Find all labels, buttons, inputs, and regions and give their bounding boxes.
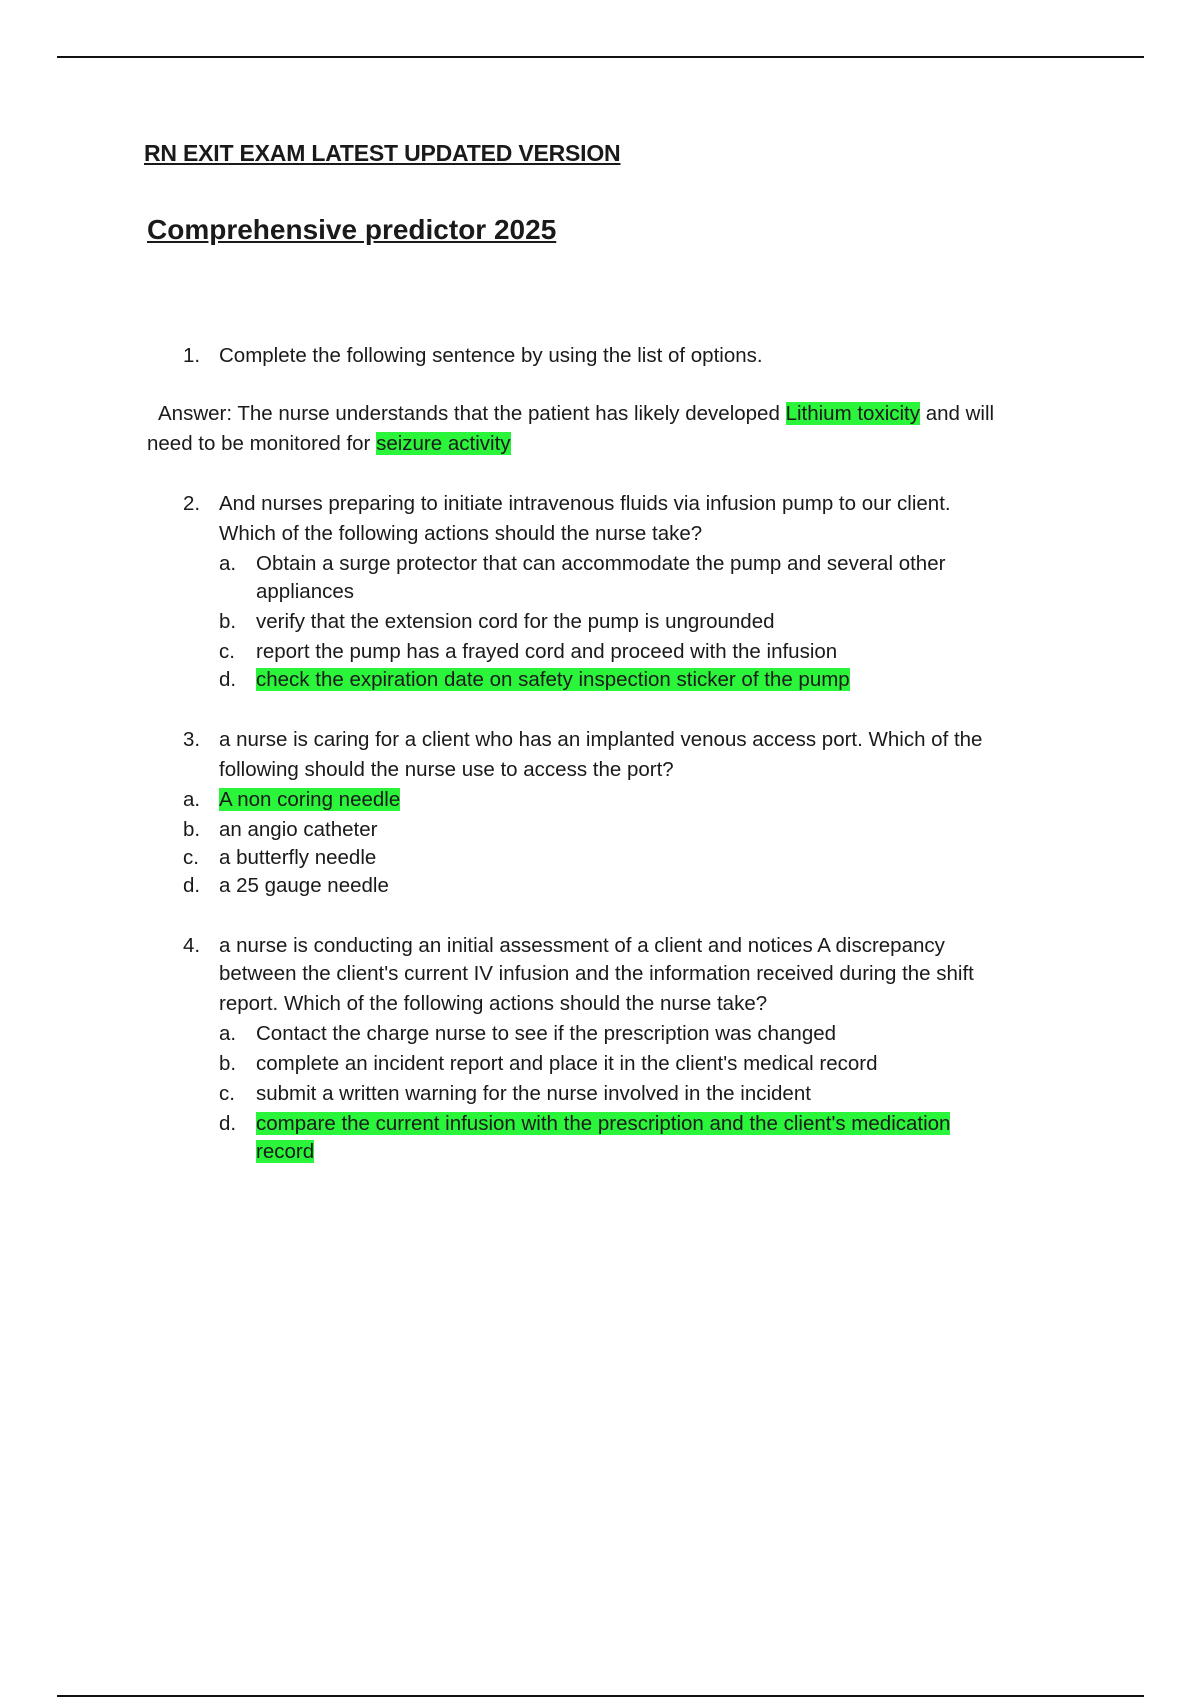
question-1-answer-line1: Answer: The nurse understands that the patient has likely developed Lithium toxicity and will <box>158 402 995 425</box>
question-1-answer-line2: need to be monitored for seizure activity <box>147 432 511 455</box>
question-3-option-c: a butterfly needle <box>219 846 377 869</box>
option-letter: d. <box>219 668 237 691</box>
option-letter: b. <box>183 818 201 841</box>
option-letter: d. <box>183 874 201 897</box>
question-3-option-b: an angio catheter <box>219 818 378 841</box>
question-2-option-a-line2: appliances <box>256 580 355 603</box>
question-4-text-line3: report. Which of the following actions should the nurse take? <box>219 992 768 1015</box>
question-2-text-line1: And nurses preparing to initiate intravenous fluids via infusion pump to our client. <box>219 492 951 515</box>
question-4-text-line2: between the client's current IV infusion and the information received during the shift <box>219 962 974 985</box>
question-4-text-line1: a nurse is conducting an initial assessment of a client and notices A discrepancy <box>219 934 945 957</box>
correct-answer-highlight: A non coring needle <box>219 788 401 811</box>
bottom-rule <box>57 1695 1144 1697</box>
option-letter: a. <box>183 788 201 811</box>
question-4-option-d-line2 <box>256 1138 314 1166</box>
question-2-option-a-line1: Obtain a surge protector that can accommodate the pump and several other <box>256 552 946 575</box>
question-4-option-b: complete an incident report and place it in the client's medical record <box>256 1052 878 1075</box>
option-letter: b. <box>219 610 237 633</box>
correct-answer-highlight: check the expiration date on safety inspection sticker of the pump <box>256 668 850 691</box>
question-4-number: 4. <box>183 934 201 957</box>
question-3-text-line2: following should the nurse use to access the port? <box>219 758 674 781</box>
option-letter: c. <box>183 846 199 869</box>
answer-highlight-2: seizure activity <box>376 432 511 455</box>
question-4-option-c: submit a written warning for the nurse involved in the incident <box>256 1082 811 1105</box>
question-3-number: 3. <box>183 728 201 751</box>
question-4-option-a: Contact the charge nurse to see if the prescription was changed <box>256 1022 837 1045</box>
document-title: RN EXIT EXAM LATEST UPDATED VERSION <box>144 140 621 166</box>
question-3-text-line1: a nurse is caring for a client who has an implanted venous access port. Which of the <box>219 728 983 751</box>
correct-answer-highlight: compare the current infusion with the prescription and the client's medication <box>256 1112 951 1135</box>
option-letter: c. <box>219 1082 235 1105</box>
document-subtitle: Comprehensive predictor 2025 <box>147 214 557 245</box>
question-1-text: Complete the following sentence by using the list of options. <box>219 344 763 367</box>
option-letter: a. <box>219 1022 237 1045</box>
option-letter: a. <box>219 552 237 575</box>
question-1-number: 1. <box>183 344 201 367</box>
question-2-option-d <box>256 666 850 694</box>
question-2-number: 2. <box>183 492 201 515</box>
answer-highlight-1: Lithium toxicity <box>785 402 920 425</box>
option-letter: c. <box>219 640 235 663</box>
question-2-text-line2: Which of the following actions should the nurse take? <box>219 522 703 545</box>
question-4-option-d-line1 <box>256 1110 950 1138</box>
question-3-option-a <box>219 786 400 814</box>
question-2-option-c: report the pump has a frayed cord and proceed with the infusion <box>256 640 838 663</box>
correct-answer-highlight: record <box>256 1140 315 1163</box>
option-letter: b. <box>219 1052 237 1075</box>
question-3-option-d: a 25 gauge needle <box>219 874 389 897</box>
top-rule <box>57 56 1144 58</box>
question-2-option-b: verify that the extension cord for the pump is ungrounded <box>256 610 775 633</box>
option-letter: d. <box>219 1112 237 1135</box>
